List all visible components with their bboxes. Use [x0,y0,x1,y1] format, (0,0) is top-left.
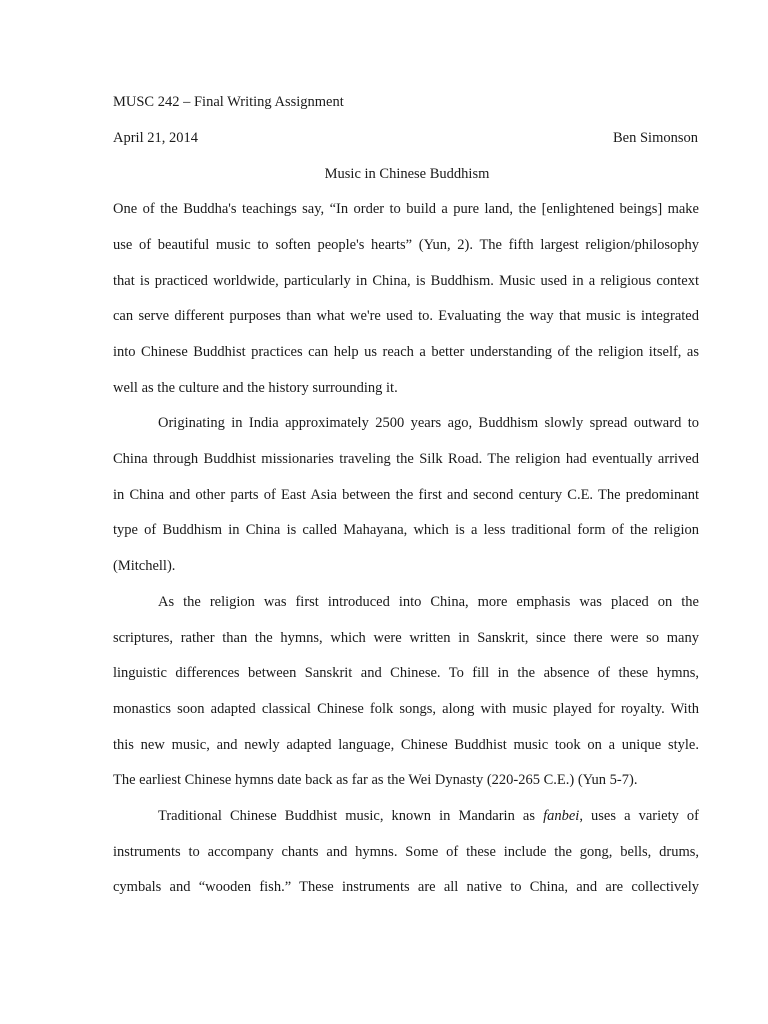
course-heading: MUSC 242 – Final Writing Assignment [113,94,344,110]
paragraph-3-line-3: linguistic differences between Sanskrit and Chinese. To fill in the absence of these hymns, [113,665,699,681]
paragraph-2-line-4: type of Buddhism in China is called Mahayana, which is a less traditional form of the religion [113,522,699,538]
paragraph-1-line-2: use of beautiful music to soften people's hearts” (Yun, 2). The fifth largest religion/philosophy [113,237,699,253]
paragraph-2-line-2: China through Buddhist missionaries traveling the Silk Road. The religion had eventually arrived [113,451,699,467]
paragraph-4-line-1-before: Traditional Chinese Buddhist music, known in Mandarin as [158,808,535,824]
paragraph-3-line-4: monastics soon adapted classical Chinese folk songs, along with music played for royalty. With [113,701,699,717]
paragraph-4-line-2: instruments to accompany chants and hymns. Some of these include the gong, bells, drums, [113,844,699,860]
paragraph-3-line-2: scriptures, rather than the hymns, which were written in Sanskrit, since there were so many [113,630,699,646]
paragraph-3-line-1: As the religion was first introduced into China, more emphasis was placed on the [158,594,699,610]
paragraph-4-line-1 [158,808,699,825]
paragraph-4-line-1-after: , uses a variety of [579,808,699,824]
paragraph-1-line-5: into Chinese Buddhist practices can help us reach a better understanding of the religion itself, as [113,344,699,360]
paragraph-2-line-1: Originating in India approximately 2500 years ago, Buddhism slowly spread outward to [158,415,699,431]
paragraph-1-line-3: that is practiced worldwide, particularly in China, is Buddhism. Music used in a religious context [113,273,699,289]
paragraph-3-line-5: this new music, and newly adapted language, Chinese Buddhist music took on a unique style. [113,737,699,753]
paragraph-2-line-3: in China and other parts of East Asia between the first and second century C.E. The predominant [113,487,699,503]
date: April 21, 2014 [113,130,198,146]
author-name: Ben Simonson [613,130,698,146]
paragraph-1-line-4: can serve different purposes than what we're used to. Evaluating the way that music is integrated [113,308,699,324]
paragraph-3-line-6: The earliest Chinese hymns date back as far as the Wei Dynasty (220-265 C.E.) (Yun 5-7). [113,772,638,788]
paragraph-2-line-5: (Mitchell). [113,558,176,574]
document-title: Music in Chinese Buddhism [324,166,490,182]
paragraph-1-line-1: One of the Buddha's teachings say, “In order to build a pure land, the [enlightened beings] make [113,201,699,217]
fanbei-term: fanbei [543,808,580,824]
paragraph-4-line-3: cymbals and “wooden fish.” These instruments are all native to China, and are collectively [113,879,699,895]
paragraph-1-line-6: well as the culture and the history surrounding it. [113,380,398,396]
